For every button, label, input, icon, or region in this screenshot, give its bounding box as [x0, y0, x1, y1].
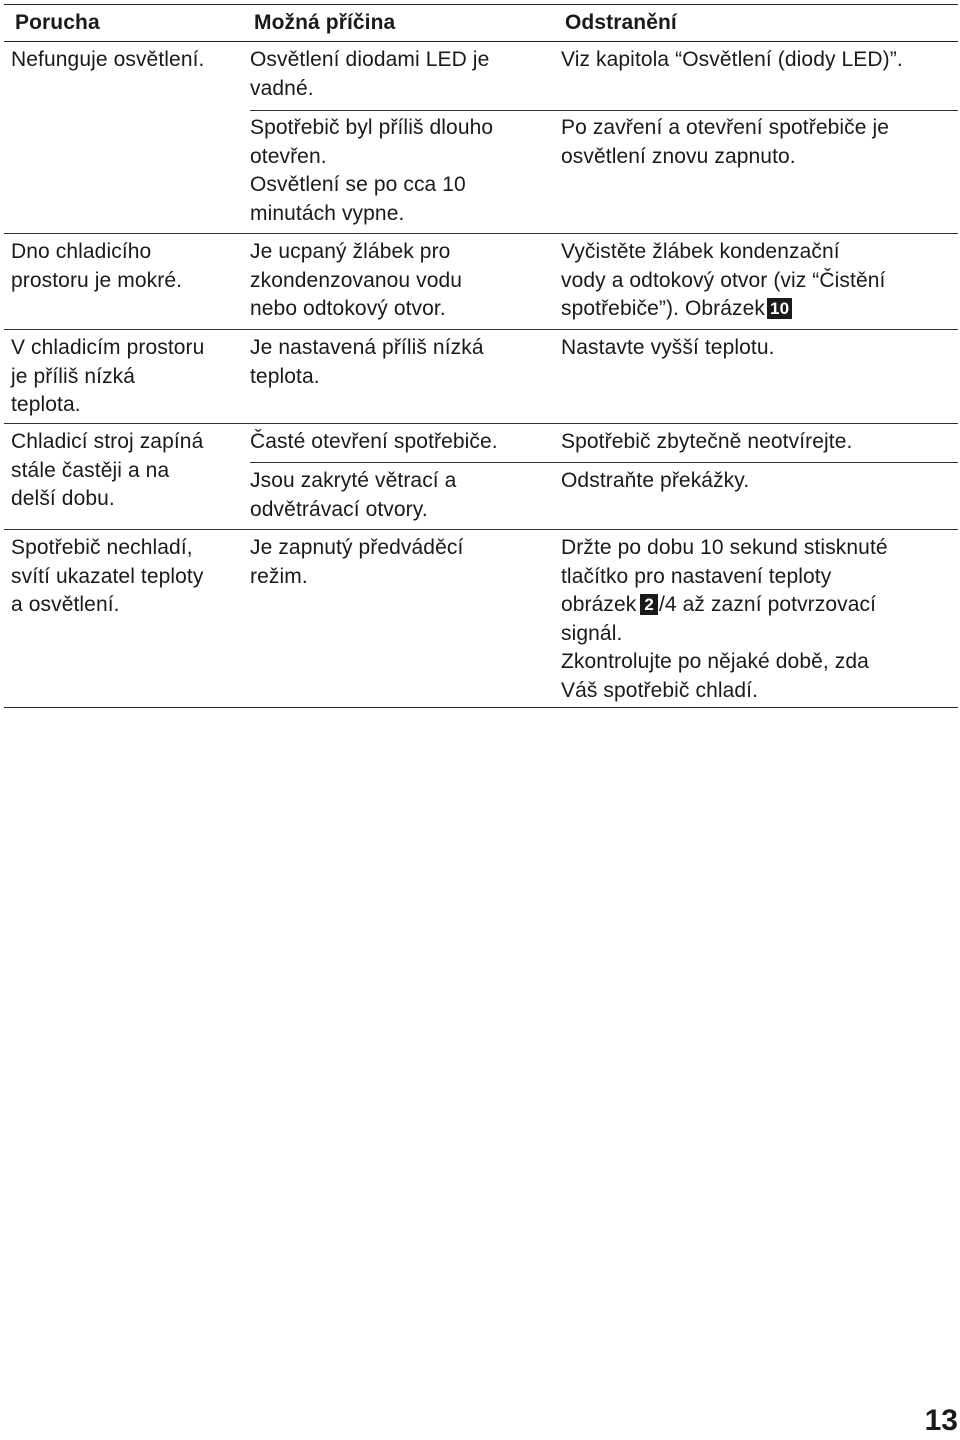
remedy-text: signál.	[561, 621, 623, 645]
row-divider	[4, 423, 958, 424]
cause-cell	[250, 534, 550, 591]
cause-text: Je zapnutý předváděcí	[250, 536, 464, 559]
table-bottom-border	[4, 707, 958, 708]
fault-cell	[11, 46, 241, 75]
cause-cell	[250, 467, 550, 524]
sub-divider	[250, 462, 958, 463]
sub-divider	[250, 110, 958, 111]
cause-text: Spotřebič byl příliš dlouho	[250, 116, 494, 139]
cause-text: odvětrávací otvory.	[250, 497, 428, 521]
remedy-text: Po zavření a otevření spotřebiče je	[561, 116, 890, 139]
remedy-text: tlačítko pro nastavení teploty	[561, 564, 832, 588]
fault-cell	[11, 534, 241, 620]
cause-text: minutách vypne.	[250, 201, 405, 225]
fault-cell	[11, 428, 241, 514]
cause-text: teplota.	[250, 364, 320, 388]
remedy-text: Váš spotřebič chladí.	[561, 678, 759, 702]
cause-cell	[250, 114, 550, 228]
cause-text: Osvětlení diodami LED je	[250, 48, 490, 71]
fault-text: delší dobu.	[11, 487, 115, 510]
fault-text: a osvětlení.	[11, 593, 120, 616]
cause-text: Osvětlení se po cca 10	[250, 173, 466, 196]
row-divider	[4, 233, 958, 234]
remedy-text: Držte po dobu 10 sekund stisknuté	[561, 536, 888, 559]
fault-text: Chladicí stroj zapíná	[11, 430, 204, 453]
cause-text: Je nastavená příliš nízká	[250, 336, 484, 359]
remedy-cell	[561, 46, 953, 75]
remedy-cell	[561, 467, 953, 496]
remedy-text-with-badge	[561, 295, 953, 324]
remedy-text: spotřebiče”). Obrázek	[561, 297, 766, 320]
remedy-text: Vyčistěte žlábek kondenzační	[561, 240, 840, 263]
cause-text: otevřen.	[250, 144, 327, 168]
fault-text: prostoru je mokré.	[11, 268, 183, 292]
figure-number-badge: 2	[640, 594, 658, 615]
header-fault: Porucha	[15, 11, 100, 34]
fault-cell	[11, 334, 241, 420]
fault-text: V chladicím prostoru	[11, 336, 205, 359]
remedy-text: Zkontrolujte po nějaké době, zda	[561, 650, 869, 673]
remedy-text: Nastavte vyšší teplotu.	[561, 336, 775, 359]
header-remedy: Odstranění	[565, 11, 677, 34]
cause-text: vadné.	[250, 76, 314, 100]
remedy-cell	[561, 238, 953, 324]
fault-text: svítí ukazatel teploty	[11, 564, 204, 588]
fault-cell	[11, 238, 241, 295]
remedy-cell	[561, 114, 953, 171]
cause-text: Je ucpaný žlábek pro	[250, 240, 451, 263]
cause-cell	[250, 238, 550, 324]
cause-cell	[250, 334, 550, 391]
remedy-cell	[561, 334, 953, 363]
troubleshooting-table	[4, 4, 958, 42]
cause-cell	[250, 46, 550, 103]
remedy-text-with-badge	[561, 591, 953, 620]
fault-text: Nefunguje osvětlení.	[11, 48, 205, 71]
remedy-text: vody a odtokový otvor (viz “Čistění	[561, 268, 886, 292]
cause-text: Časté otevření spotřebiče.	[250, 430, 498, 453]
remedy-text: osvětlení znovu zapnuto.	[561, 144, 796, 168]
row-divider	[4, 529, 958, 530]
row-divider	[4, 329, 958, 330]
fault-text: Dno chladicího	[11, 240, 152, 263]
page-number: 13	[924, 1404, 958, 1437]
fault-text: Spotřebič nechladí,	[11, 536, 193, 559]
fault-text: stále častěji a na	[11, 458, 170, 482]
remedy-text: Spotřebič zbytečně neotvírejte.	[561, 430, 853, 453]
remedy-text: obrázek	[561, 593, 637, 616]
cause-cell	[250, 428, 550, 457]
fault-text: teplota.	[11, 393, 81, 416]
remedy-text: Viz kapitola “Osvětlení (diody LED)”.	[561, 48, 903, 71]
header-cause: Možná příčina	[254, 11, 396, 34]
fault-text: je příliš nízká	[11, 364, 136, 388]
cause-text: Jsou zakryté větrací a	[250, 469, 457, 492]
cause-text: nebo odtokový otvor.	[250, 297, 446, 320]
remedy-text: /4 až zazní potvrzovací	[658, 593, 877, 616]
remedy-cell	[561, 428, 953, 457]
table-header	[4, 5, 958, 42]
remedy-text: Odstraňte překážky.	[561, 469, 750, 492]
cause-text: režim.	[250, 564, 308, 588]
remedy-cell	[561, 534, 953, 705]
cause-text: zkondenzovanou vodu	[250, 268, 463, 292]
figure-number-badge: 10	[767, 298, 792, 319]
